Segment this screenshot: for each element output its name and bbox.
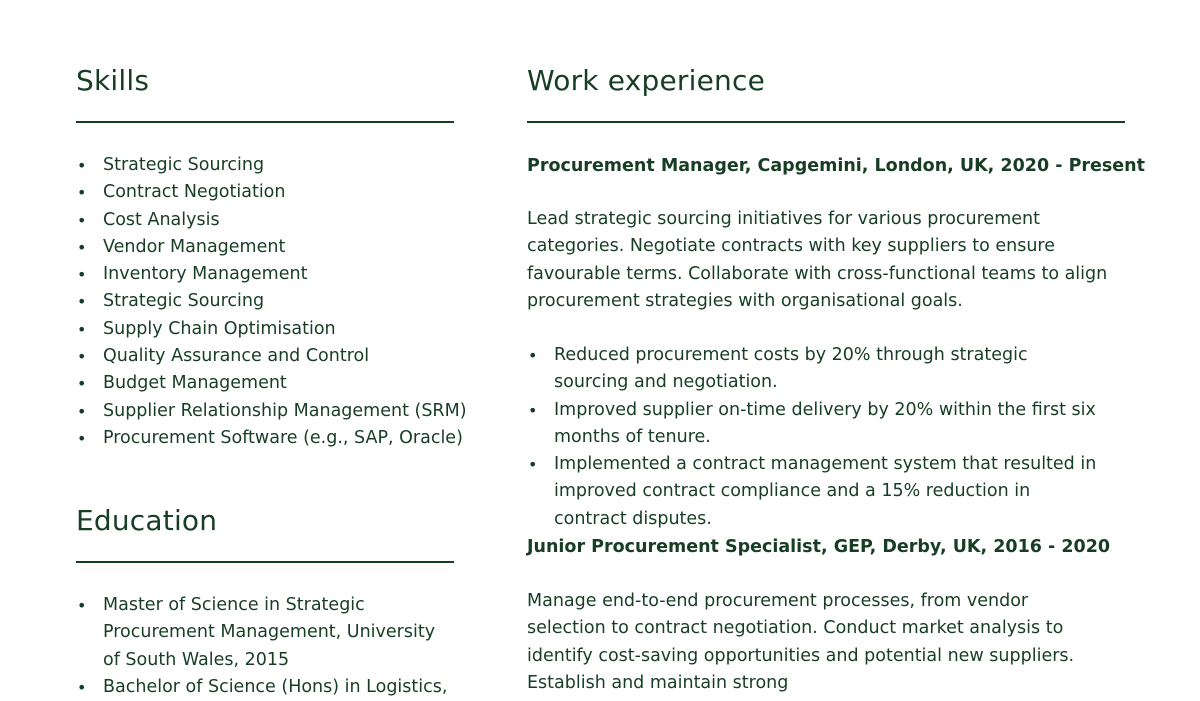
list-item: • Reduced procurement costs by 20% through strategic sourcing and negotiation. (527, 342, 1102, 397)
list-item: • Cost Analysis (76, 207, 454, 234)
list-item: • Master of Science in Strategic Procurement Management, University of South Wales, 2015 (76, 592, 456, 674)
education-heading: Education (76, 504, 218, 537)
list-item: • Improved supplier on-time delivery by 20% within the first six months of tenure. (527, 397, 1102, 452)
list-item: • Supply Chain Optimisation (76, 316, 454, 343)
work-experience-heading: Work experience (527, 64, 765, 97)
list-item: • Implemented a contract management system that resulted in improved contract compliance and a 15% reduction in contract disputes. (527, 451, 1102, 533)
list-item: • Inventory Management (76, 261, 454, 288)
list-item: • Vendor Management (76, 234, 454, 261)
list-item: • Strategic Sourcing (76, 152, 454, 179)
skills-heading: Skills (76, 64, 150, 97)
list-item: • Bachelor of Science (Hons) in Logistics, (76, 674, 456, 701)
job-title: Procurement Manager, Capgemini, London, UK, 2020 - Present (527, 156, 1146, 176)
job-description: Manage end-to-end procurement processes, from vendor selection to contract negotiation. Conduct market analysis to identify cost-saving opportunities and potential new suppliers. Establish and maintain strong (527, 591, 1075, 693)
education-divider (76, 561, 454, 563)
list-item: • Contract Negotiation (76, 179, 454, 206)
list-item: • Budget Management (76, 370, 454, 397)
list-item: • Supplier Relationship Management (SRM) (76, 398, 454, 425)
list-item: • Quality Assurance and Control (76, 343, 454, 370)
list-item: • Strategic Sourcing (76, 288, 454, 315)
list-item: • Procurement Software (e.g., SAP, Oracle) (76, 425, 454, 452)
work-experience-divider (527, 121, 1125, 123)
job-description: Lead strategic sourcing initiatives for various procurement categories. Negotiate contracts with key suppliers to ensure favourable terms. Collaborate with cross-functional teams to align procurement strategies with organisational goals. (527, 209, 1108, 311)
skills-divider (76, 121, 454, 123)
achievements-list (527, 342, 1102, 533)
skills-list (76, 152, 467, 452)
job-title: Junior Procurement Specialist, GEP, Derby, UK, 2016 - 2020 (527, 537, 1111, 557)
education-list (76, 592, 456, 701)
